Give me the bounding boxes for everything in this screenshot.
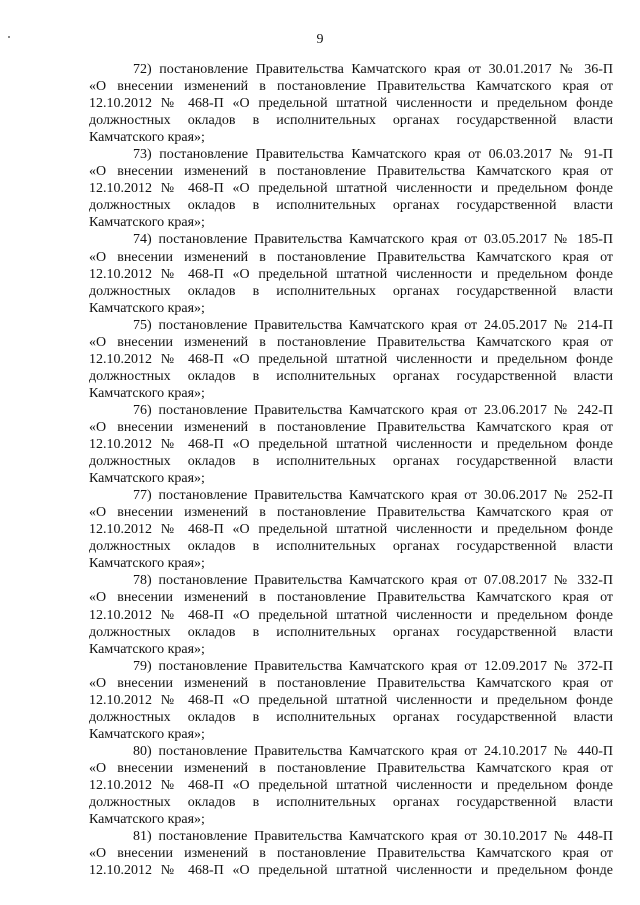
text-line: должностных окладов в исполнительных органах государственной власти <box>89 624 613 640</box>
text-line: 77) постановление Правительства Камчатского края от 30.06.2017 № 252-П <box>133 488 613 504</box>
text-line: 72) постановление Правительства Камчатского края от 30.01.2017 № 36-П <box>133 62 613 77</box>
text-line: «О внесении изменений в постановление Правительства Камчатского края от <box>89 249 613 265</box>
text-line: 12.10.2012 № 468-П «О предельной штатной численности и предельном фонде <box>89 692 613 708</box>
list-item <box>89 658 613 743</box>
text-line: Камчатского края»; <box>89 385 205 401</box>
text-line: 76) постановление Правительства Камчатского края от 23.06.2017 № 242-П <box>133 402 613 418</box>
text-line: «О внесении изменений в постановление Правительства Камчатского края от <box>89 760 613 776</box>
text-line: 12.10.2012 № 468-П «О предельной штатной численности и предельном фонде <box>89 351 613 367</box>
text-line: Камчатского края»; <box>89 812 205 828</box>
text-line: 12.10.2012 № 468-П «О предельной штатной численности и предельном фонде <box>89 266 613 282</box>
text-line: 12.10.2012 № 468-П «О предельной штатной численности и предельном фонде <box>89 522 613 538</box>
text-line: «О внесении изменений в постановление Правительства Камчатского края от <box>89 419 613 435</box>
text-line: 79) постановление Правительства Камчатского края от 12.09.2017 № 372-П <box>133 658 613 674</box>
list-item <box>89 743 613 828</box>
text-line: Камчатского края»; <box>89 726 205 742</box>
text-line: 81) постановление Правительства Камчатского края от 30.10.2017 № 448-П <box>133 829 613 845</box>
text-line: Камчатского края»; <box>89 300 205 316</box>
list-item <box>89 231 613 316</box>
text-line: «О внесении изменений в постановление Правительства Камчатского края от <box>89 846 613 862</box>
text-line: 73) постановление Правительства Камчатского края от 06.03.2017 № 91-П <box>133 147 613 163</box>
text-line: 12.10.2012 № 468-П «О предельной штатной численности и предельном фонде <box>89 777 613 793</box>
list-item <box>89 317 613 402</box>
text-line: должностных окладов в исполнительных органах государственной власти <box>89 454 613 470</box>
text-line: должностных окладов в исполнительных органах государственной власти <box>89 709 613 725</box>
text-line: должностных окладов в исполнительных органах государственной власти <box>89 539 613 555</box>
list-item <box>89 487 613 572</box>
text-line: должностных окладов в исполнительных органах государственной власти <box>89 368 613 384</box>
text-line: 12.10.2012 № 468-П «О предельной штатной численности и предельном фонде <box>89 437 613 453</box>
text-line: 75) постановление Правительства Камчатского края от 24.05.2017 № 214-П <box>133 317 613 333</box>
list-item <box>89 61 613 146</box>
text-line: Камчатского края»; <box>89 471 205 487</box>
text-line: 80) постановление Правительства Камчатского края от 24.10.2017 № 440-П <box>133 743 613 759</box>
list-item <box>89 828 613 879</box>
text-line: Камчатского края»; <box>89 215 205 231</box>
text-line: 74) постановление Правительства Камчатского края от 03.05.2017 № 185-П <box>133 232 613 248</box>
text-line: должностных окладов в исполнительных органах государственной власти <box>89 113 613 129</box>
text-line: должностных окладов в исполнительных органах государственной власти <box>89 198 613 214</box>
text-line: «О внесении изменений в постановление Правительства Камчатского края от <box>89 590 613 606</box>
text-line: «О внесении изменений в постановление Правительства Камчатского края от <box>89 675 613 691</box>
text-line: 12.10.2012 № 468-П «О предельной штатной численности и предельном фонде <box>89 96 613 112</box>
text-line: «О внесении изменений в постановление Правительства Камчатского края от <box>89 505 613 521</box>
text-line: «О внесении изменений в постановление Правительства Камчатского края от <box>89 79 613 95</box>
text-line: 78) постановление Правительства Камчатского края от 07.08.2017 № 332-П <box>133 573 613 589</box>
text-line: должностных окладов в исполнительных органах государственной власти <box>89 795 613 811</box>
text-line: 12.10.2012 № 468-П «О предельной штатной численности и предельном фонде <box>89 607 613 623</box>
text-line: Камчатского края»; <box>89 641 205 657</box>
list-item <box>89 402 613 487</box>
text-line: должностных окладов в исполнительных органах государственной власти <box>89 283 613 299</box>
text-line: 12.10.2012 № 468-П «О предельной штатной численности и предельном фонде <box>89 863 613 879</box>
page-number: 9 <box>316 32 324 47</box>
document-body <box>89 61 613 879</box>
text-line: 12.10.2012 № 468-П «О предельной штатной численности и предельном фонде <box>89 181 613 197</box>
list-item <box>89 146 613 231</box>
list-item <box>89 572 613 657</box>
text-line: Камчатского края»; <box>89 130 205 146</box>
text-line: «О внесении изменений в постановление Правительства Камчатского края от <box>89 334 613 350</box>
text-line: Камчатского края»; <box>89 556 205 572</box>
text-line: «О внесении изменений в постановление Правительства Камчатского края от <box>89 164 613 180</box>
